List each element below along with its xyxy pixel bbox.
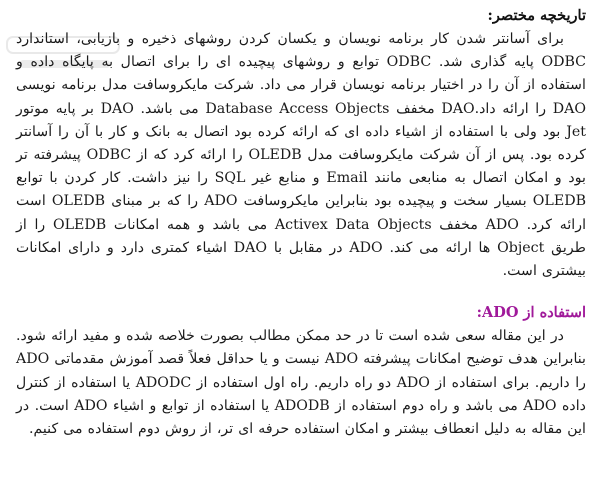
section-heading-using-ado: استفاده از ADO: <box>476 304 586 322</box>
section-using-ado <box>16 301 586 441</box>
paragraph-using-ado: در این مقاله سعی شده است تا در حد ممکن مطالب بصورت خلاصه شده و مفید ارائه شود. بنابراین هدف توضیح امکانات پیشرفته ADO نیست و یا حداقل فعلاً قصد آموزش مقدماتی ADO را داریم. برای استفاده از ADO دو راه داریم. راه اول استفاده از ADODC یا استفاده از کنترل داده ADO می باشد و راه دوم استفاده از ADODB یا استفاده از توابع و اشیاء ADO است. در این مقاله به دلیل انعطاف بیشتر و امکان استفاده حرفه ای تر، از روش دوم استفاده می کنیم. <box>16 328 586 438</box>
document-page <box>16 4 586 441</box>
section-brief-history <box>16 4 586 283</box>
section-heading-history: تاریخچه مختصر: <box>487 7 586 24</box>
paragraph-history: برای آسانتر شدن کار برنامه نویسان و یکسان کردن روشهای ذخیره و بازیابی، استاندارد ODBC پایه گذاری شد. ODBC توابع و روشهای پیچیده ای را برای اتصال به پایگاه داده و استفاده از آن را در اختیار برنامه نویسان قرار می داد. شرکت مایکروسافت مدل برنامه نویسی DAO را ارائه داد.DAO مخفف Database Access Objects می باشد. DAO بر پایه موتور Jet بود ولی با استفاده از اشیاء داده ای که ارائه کرده بود اتصال به بانک و کار با آن را آسانتر کرده بود. پس از آن شرکت مایکروسافت مدل OLEDB را ارائه کرد که از ODBC پیشرفته تر بود و امکان اتصال به منابعی مانند Email و منابع غیر SQL را نیز داشت. کار کردن با توابع OLEDB بسیار سخت و پیچیده بود بنابراین مایکروسافت ADO را که بر مبنای OLEDB است ارائه کرد. ADO مخفف Activex Data Objects می باشد و همه امکانات OLEDB را از طریق Object ها ارائه می کند. ADO در مقابل با DAO اشیاء کمتری دارد و دارای امکانات بیشتری است. <box>16 31 587 280</box>
